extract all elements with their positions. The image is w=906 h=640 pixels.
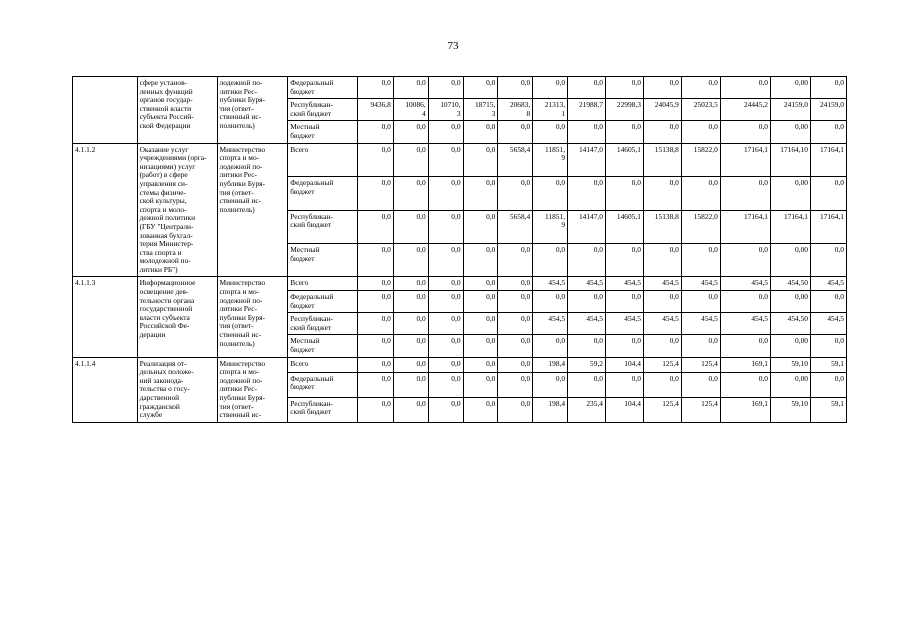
budget-value: 0,0	[393, 177, 428, 210]
budget-value: 15822,0	[681, 143, 720, 176]
budget-value: 0,0	[568, 291, 606, 313]
budget-value: 59,10	[771, 397, 811, 422]
budget-value: 0,0	[498, 357, 533, 372]
funding-source: Федеральный бюджет	[288, 77, 358, 99]
budget-value: 454,5	[720, 277, 770, 291]
budget-value: 0,0	[357, 313, 393, 335]
budget-value: 0,0	[428, 77, 463, 99]
budget-value: 0,0	[393, 397, 428, 422]
budget-value: 0,0	[428, 143, 463, 176]
budget-value: 0,0	[498, 313, 533, 335]
budget-value: 0,0	[681, 121, 720, 143]
funding-source: Местный бюджет	[288, 121, 358, 143]
budget-value: 17164,10	[771, 143, 811, 176]
budget-value: 454,5	[605, 277, 643, 291]
budget-value: 59,1	[810, 357, 846, 372]
funding-source: Федеральный бюджет	[288, 291, 358, 313]
budget-value: 0,0	[498, 121, 533, 143]
budget-value: 0,0	[463, 397, 498, 422]
budget-value: 24159,0	[771, 99, 811, 121]
budget-value: 0,0	[533, 291, 568, 313]
budget-value: 0,00	[771, 177, 811, 210]
measure-executor: Министерство спорта и мо- лодежной по- литики Рес- публики Буря- тия (ответ- ственный ис-	[217, 357, 288, 422]
budget-value: 454,5	[568, 313, 606, 335]
budget-value: 21313, 1	[533, 99, 568, 121]
budget-value: 169,1	[720, 357, 770, 372]
budget-value: 454,50	[771, 313, 811, 335]
funding-source: Всего	[288, 143, 358, 176]
budget-value: 0,0	[605, 335, 643, 357]
budget-value: 0,00	[771, 77, 811, 99]
funding-source: Республикан- ский бюджет	[288, 313, 358, 335]
funding-source: Республикан- ский бюджет	[288, 210, 358, 243]
budget-value: 0,0	[357, 291, 393, 313]
budget-value: 0,0	[810, 335, 846, 357]
budget-value: 0,0	[357, 143, 393, 176]
budget-value: 454,50	[771, 277, 811, 291]
budget-value: 15138,8	[643, 143, 681, 176]
budget-value: 0,0	[463, 143, 498, 176]
budget-value: 0,0	[643, 243, 681, 277]
budget-value: 0,0	[810, 243, 846, 277]
budget-value: 0,0	[720, 291, 770, 313]
budget-value: 0,0	[681, 243, 720, 277]
budget-value: 0,0	[681, 335, 720, 357]
budget-value: 0,0	[463, 77, 498, 99]
table-row	[73, 77, 847, 99]
budget-value: 0,0	[720, 77, 770, 99]
budget-value: 454,5	[533, 313, 568, 335]
budget-value: 0,0	[533, 177, 568, 210]
measure-name: Информационное освещение дея- тельности органа государственной власти субъекта Российской Фе- дерации	[137, 277, 217, 357]
budget-value: 0,0	[463, 277, 498, 291]
budget-value: 0,0	[463, 372, 498, 397]
budget-value: 0,0	[533, 335, 568, 357]
budget-value: 0,0	[428, 335, 463, 357]
budget-value: 59,1	[810, 397, 846, 422]
page-number: 73	[447, 40, 459, 52]
budget-value: 0,0	[357, 210, 393, 243]
budget-value: 0,0	[498, 372, 533, 397]
budget-value: 18715, 3	[463, 99, 498, 121]
budget-value: 125,4	[643, 357, 681, 372]
budget-value: 10086, 4	[393, 99, 428, 121]
budget-value: 17164,1	[810, 143, 846, 176]
budget-value: 0,0	[428, 243, 463, 277]
budget-value: 25023,5	[681, 99, 720, 121]
budget-value: 14605,1	[605, 210, 643, 243]
budget-value: 17164,1	[720, 210, 770, 243]
budget-table	[72, 76, 847, 423]
budget-value: 0,0	[357, 357, 393, 372]
budget-value: 0,0	[720, 335, 770, 357]
budget-value: 0,0	[720, 177, 770, 210]
budget-value: 0,0	[463, 210, 498, 243]
budget-value: 0,0	[568, 121, 606, 143]
funding-source: Федеральный бюджет	[288, 372, 358, 397]
budget-value: 22998,3	[605, 99, 643, 121]
budget-value: 9436,8	[357, 99, 393, 121]
budget-value: 0,0	[393, 291, 428, 313]
funding-source: Всего	[288, 357, 358, 372]
budget-value: 0,0	[720, 372, 770, 397]
budget-value: 235,4	[568, 397, 606, 422]
budget-value: 20683, 8	[498, 99, 533, 121]
measure-name: Реализация от- дельных положе- ний законода- тельства о госу- дарственной гражданской службе	[137, 357, 217, 422]
budget-value: 0,0	[393, 335, 428, 357]
budget-value: 0,0	[568, 372, 606, 397]
budget-value: 0,0	[605, 372, 643, 397]
budget-value: 0,0	[643, 335, 681, 357]
budget-value: 17164,1	[771, 210, 811, 243]
budget-value: 11851, 9	[533, 143, 568, 176]
budget-value: 0,0	[357, 335, 393, 357]
table-row	[73, 143, 847, 176]
budget-value: 454,5	[568, 277, 606, 291]
budget-value: 0,0	[393, 313, 428, 335]
budget-value: 169,1	[720, 397, 770, 422]
budget-value: 0,0	[393, 210, 428, 243]
measure-code: 4.1.1.4	[73, 357, 138, 422]
budget-value: 104,4	[605, 397, 643, 422]
budget-value: 14147,0	[568, 210, 606, 243]
budget-value: 0,0	[533, 243, 568, 277]
budget-value: 0,0	[498, 177, 533, 210]
budget-value: 454,5	[643, 313, 681, 335]
budget-value: 15138,8	[643, 210, 681, 243]
budget-value: 454,5	[533, 277, 568, 291]
budget-value: 0,0	[428, 177, 463, 210]
budget-value: 0,00	[771, 243, 811, 277]
budget-value: 0,0	[533, 77, 568, 99]
table-row	[73, 357, 847, 372]
budget-value: 10710, 3	[428, 99, 463, 121]
budget-value: 11851, 9	[533, 210, 568, 243]
budget-value: 0,0	[643, 177, 681, 210]
budget-value: 0,0	[568, 335, 606, 357]
measure-code: 4.1.1.3	[73, 277, 138, 357]
budget-value: 0,0	[463, 335, 498, 357]
budget-value: 0,0	[568, 177, 606, 210]
budget-value: 0,0	[533, 121, 568, 143]
budget-value: 0,0	[393, 357, 428, 372]
budget-value: 0,0	[463, 357, 498, 372]
budget-value: 0,0	[393, 143, 428, 176]
budget-value: 0,0	[428, 372, 463, 397]
budget-value: 454,5	[643, 277, 681, 291]
budget-value: 0,0	[568, 77, 606, 99]
budget-value: 125,4	[643, 397, 681, 422]
budget-value: 5658,4	[498, 210, 533, 243]
budget-value: 0,0	[643, 121, 681, 143]
budget-value: 0,00	[771, 121, 811, 143]
budget-value: 59,10	[771, 357, 811, 372]
funding-source: Федеральный бюджет	[288, 177, 358, 210]
funding-source: Всего	[288, 277, 358, 291]
measure-executor: Министерство спорта и мо- лодежной по- литики Рес- публики Буря- тия (ответ- ственный ис- полнитель)	[217, 277, 288, 357]
budget-value: 0,0	[393, 121, 428, 143]
budget-value: 0,0	[720, 121, 770, 143]
budget-value: 0,0	[681, 177, 720, 210]
budget-value: 0,0	[681, 77, 720, 99]
budget-value: 0,0	[428, 277, 463, 291]
budget-value: 0,0	[357, 372, 393, 397]
budget-value: 0,0	[533, 372, 568, 397]
budget-value: 0,00	[771, 291, 811, 313]
measure-executor: лодежной по- литики Рес- публики Буря- тия (ответ- ственный ис- полнитель)	[217, 77, 288, 144]
budget-value: 0,0	[643, 372, 681, 397]
budget-value: 0,00	[771, 335, 811, 357]
measure-code	[73, 77, 138, 144]
budget-value: 0,0	[568, 243, 606, 277]
budget-value: 59,2	[568, 357, 606, 372]
budget-value: 0,0	[357, 243, 393, 277]
budget-value: 0,0	[357, 397, 393, 422]
budget-value: 0,0	[463, 121, 498, 143]
budget-value: 15822,0	[681, 210, 720, 243]
budget-value: 0,0	[810, 121, 846, 143]
budget-value: 104,4	[605, 357, 643, 372]
budget-value: 5658,4	[498, 143, 533, 176]
budget-value: 0,0	[428, 291, 463, 313]
measure-code: 4.1.1.2	[73, 143, 138, 277]
budget-value: 454,5	[810, 277, 846, 291]
budget-value: 198,4	[533, 357, 568, 372]
budget-value: 0,0	[810, 291, 846, 313]
budget-value: 24159,0	[810, 99, 846, 121]
budget-value: 0,0	[810, 77, 846, 99]
budget-value: 17164,1	[810, 210, 846, 243]
budget-value: 198,4	[533, 397, 568, 422]
budget-value: 0,0	[357, 177, 393, 210]
budget-value: 0,0	[810, 372, 846, 397]
budget-value: 454,5	[681, 277, 720, 291]
budget-value: 0,0	[463, 177, 498, 210]
measure-executor: Министерство спорта и мо- лодежной по- литики Рес- публики Буря- тия (ответ- ственный ис- полнитель)	[217, 143, 288, 277]
budget-value: 125,4	[681, 357, 720, 372]
budget-value: 0,0	[810, 177, 846, 210]
budget-value: 0,0	[428, 121, 463, 143]
budget-value: 0,0	[720, 243, 770, 277]
table-row	[73, 277, 847, 291]
funding-source: Республикан- ский бюджет	[288, 99, 358, 121]
budget-value: 0,0	[428, 210, 463, 243]
budget-value: 454,5	[810, 313, 846, 335]
measure-name: Оказание услуг учреждениями (орга- низациями) услуг (работ) в сфере управления си- стемы физиче- ской культуры, спорта и моло- дежной политики (ГБУ "Централи- зованная бухгал- терия Министер- ства спорта и молодежной по- литики РБ")	[137, 143, 217, 277]
budget-value: 0,0	[643, 77, 681, 99]
budget-value: 0,0	[393, 77, 428, 99]
budget-value: 17164,1	[720, 143, 770, 176]
budget-value: 0,0	[681, 372, 720, 397]
budget-value: 0,0	[498, 77, 533, 99]
budget-value: 0,0	[393, 372, 428, 397]
budget-value: 0,0	[393, 243, 428, 277]
funding-source: Местный бюджет	[288, 335, 358, 357]
budget-value: 0,0	[357, 277, 393, 291]
budget-value: 0,0	[463, 313, 498, 335]
budget-value: 0,0	[428, 397, 463, 422]
budget-value: 0,0	[498, 397, 533, 422]
budget-value: 454,5	[605, 313, 643, 335]
budget-value: 0,0	[463, 291, 498, 313]
budget-value: 24045,9	[643, 99, 681, 121]
budget-value: 0,0	[681, 291, 720, 313]
budget-value: 0,0	[428, 357, 463, 372]
budget-value: 0,0	[605, 121, 643, 143]
budget-value: 21988,7	[568, 99, 606, 121]
budget-value: 14147,0	[568, 143, 606, 176]
measure-name: сфере установ- ленных функций органов государ- ственной власти субъекта Россий- ской Федерации	[137, 77, 217, 144]
budget-value: 454,5	[720, 313, 770, 335]
budget-value: 0,0	[498, 277, 533, 291]
budget-value: 0,0	[463, 243, 498, 277]
funding-source: Республикан- ский бюджет	[288, 397, 358, 422]
budget-value: 0,0	[498, 335, 533, 357]
budget-value: 14605,1	[605, 143, 643, 176]
budget-value: 0,0	[357, 77, 393, 99]
budget-value: 0,0	[605, 77, 643, 99]
budget-value: 125,4	[681, 397, 720, 422]
budget-value: 0,0	[357, 121, 393, 143]
budget-value: 0,0	[605, 243, 643, 277]
budget-value: 0,00	[771, 372, 811, 397]
budget-value: 0,0	[605, 291, 643, 313]
budget-value: 24445,2	[720, 99, 770, 121]
budget-value: 0,0	[428, 313, 463, 335]
funding-source: Местный бюджет	[288, 243, 358, 277]
budget-value: 0,0	[605, 177, 643, 210]
budget-value: 0,0	[498, 243, 533, 277]
budget-value: 454,5	[681, 313, 720, 335]
budget-value: 0,0	[498, 291, 533, 313]
budget-value: 0,0	[393, 277, 428, 291]
budget-value: 0,0	[643, 291, 681, 313]
